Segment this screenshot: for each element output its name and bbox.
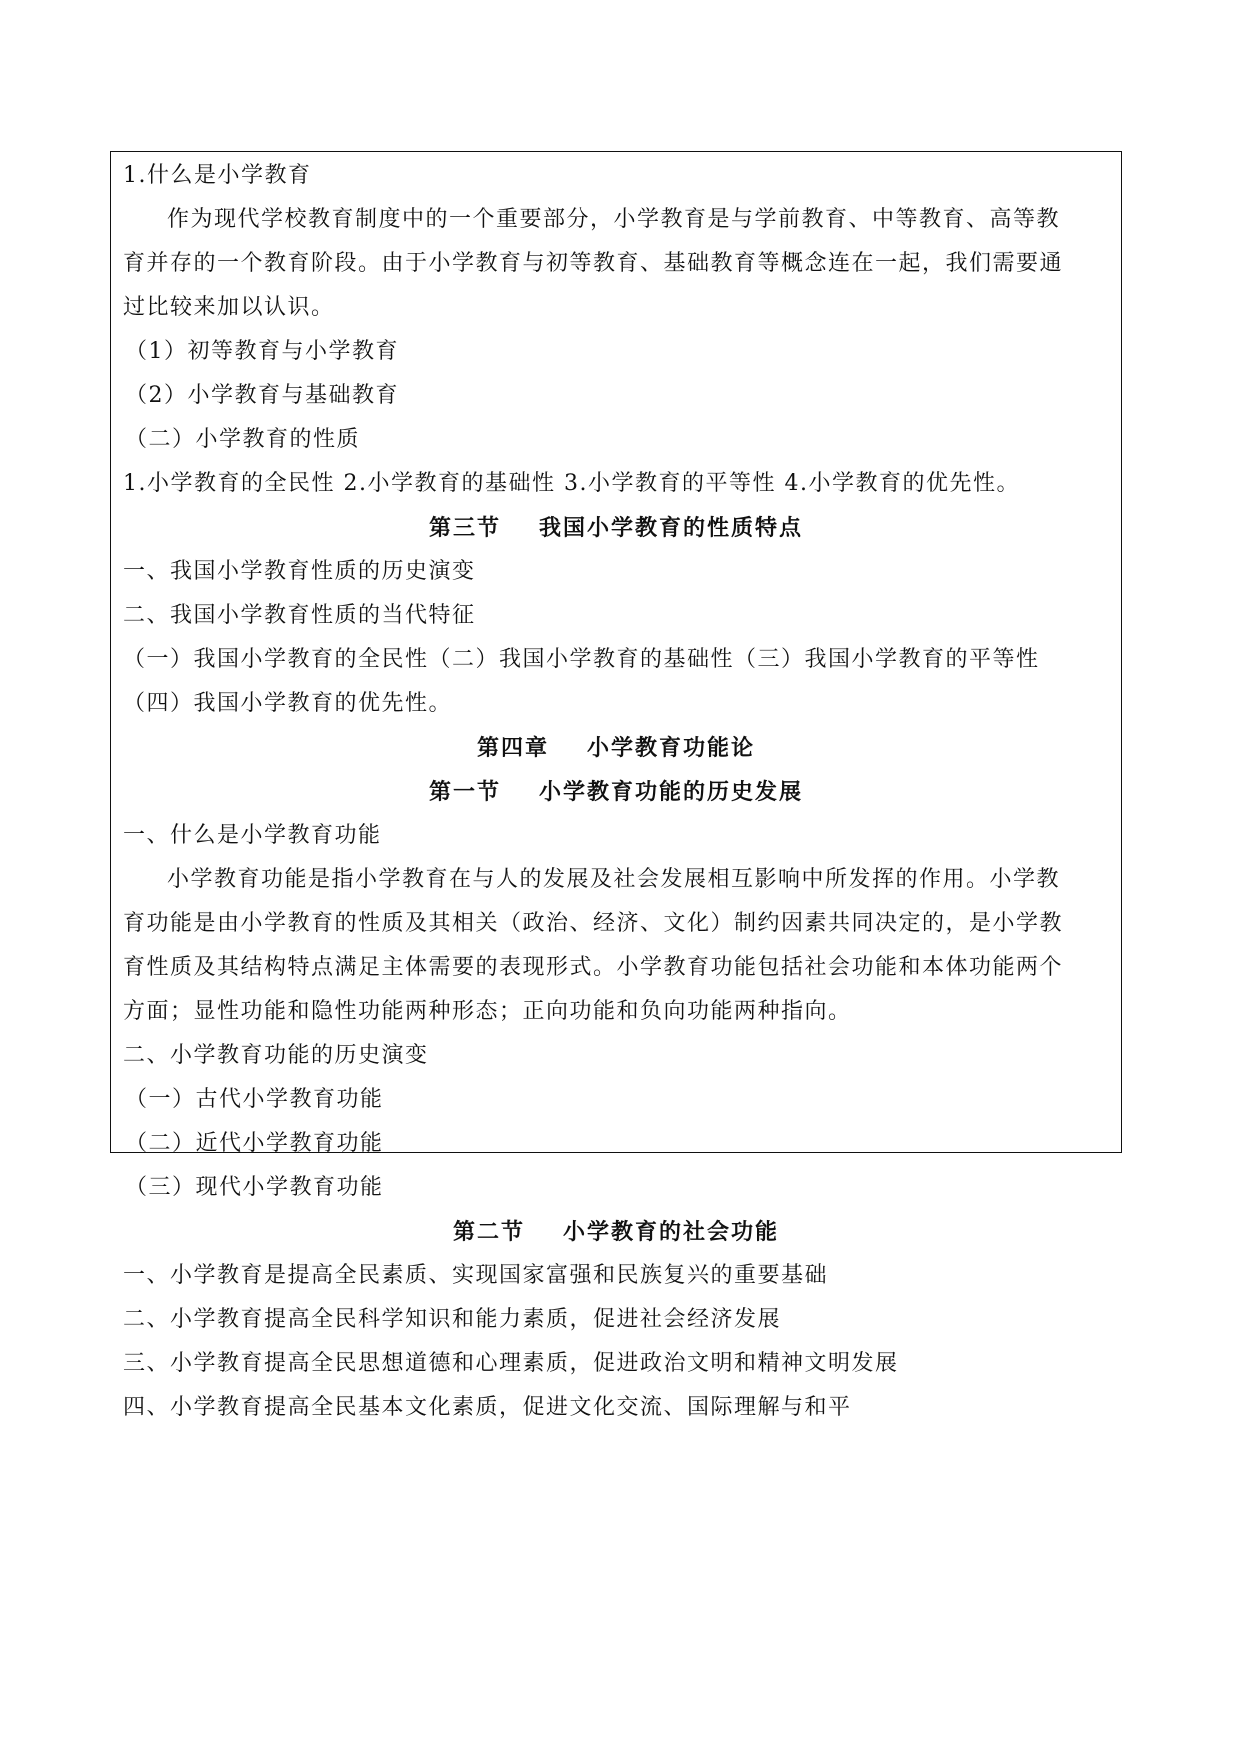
paragraph-line: 育功能是由小学教育的性质及其相关（政治、经济、文化）制约因素共同决定的，是小学教 <box>123 911 1064 936</box>
chapter-number: 第四章 <box>476 735 549 761</box>
section-title: 小学教育功能的历史发展 <box>539 779 804 805</box>
list-item: 四、小学教育提高全民基本文化素质，促进文化交流、国际理解与和平 <box>123 1395 852 1420</box>
list-item: 一、小学教育是提高全民素质、实现国家富强和民族复兴的重要基础 <box>123 1263 829 1288</box>
list-item: 一、我国小学教育性质的历史演变 <box>123 559 476 584</box>
list-item: （2）小学教育与基础教育 <box>125 383 399 408</box>
subsection-heading: （二）小学教育的性质 <box>125 427 361 452</box>
paragraph-line: 小学教育功能是指小学教育在与人的发展及社会发展相互影响中所发挥的作用。小学教 <box>167 867 1061 892</box>
section-title: 我国小学教育的性质特点 <box>539 515 804 541</box>
list-item: 二、小学教育提高全民科学知识和能力素质，促进社会经济发展 <box>123 1307 782 1332</box>
paragraph-line: 过比较来加以认识。 <box>123 295 335 320</box>
paragraph-line: 育性质及其结构特点满足主体需要的表现形式。小学教育功能包括社会功能和本体功能两个 <box>123 955 1064 980</box>
list-item: 三、小学教育提高全民思想道德和心理素质，促进政治文明和精神文明发展 <box>123 1351 899 1376</box>
section-heading <box>123 768 1109 816</box>
section-number: 第二节 <box>452 1219 525 1245</box>
list-item: （四）我国小学教育的优先性。 <box>123 691 453 716</box>
list-item: （一）我国小学教育的全民性（二）我国小学教育的基础性（三）我国小学教育的平等性 <box>123 647 1040 672</box>
section-number: 第三节 <box>428 515 501 541</box>
content-table-cell <box>110 151 1122 1420</box>
list-item: （一）古代小学教育功能 <box>125 1087 384 1112</box>
list-item: （二）近代小学教育功能 <box>125 1131 384 1156</box>
section-heading <box>123 504 1109 552</box>
paragraph-line: 方面；显性功能和隐性功能两种形态；正向功能和负向功能两种指向。 <box>123 999 852 1024</box>
section-heading <box>123 1208 1109 1256</box>
list-item: 一、什么是小学教育功能 <box>123 823 382 848</box>
subsection-heading: 1.什么是小学教育 <box>123 163 312 188</box>
chapter-title: 小学教育功能论 <box>587 735 756 761</box>
chapter-heading <box>123 724 1109 772</box>
list-item: 二、我国小学教育性质的当代特征 <box>123 603 476 628</box>
list-item: 二、小学教育功能的历史演变 <box>123 1043 429 1068</box>
paragraph-line: 作为现代学校教育制度中的一个重要部分，小学教育是与学前教育、中等教育、高等教 <box>167 207 1061 232</box>
paragraph-line: 育并存的一个教育阶段。由于小学教育与初等教育、基础教育等概念连在一起，我们需要通 <box>123 251 1064 276</box>
list-item: （1）初等教育与小学教育 <box>125 339 399 364</box>
list-item: 1.小学教育的全民性 2.小学教育的基础性 3.小学教育的平等性 4.小学教育的优先性。 <box>123 471 1020 496</box>
list-item: （三）现代小学教育功能 <box>125 1175 384 1200</box>
section-number: 第一节 <box>428 779 501 805</box>
section-title: 小学教育的社会功能 <box>563 1219 780 1245</box>
